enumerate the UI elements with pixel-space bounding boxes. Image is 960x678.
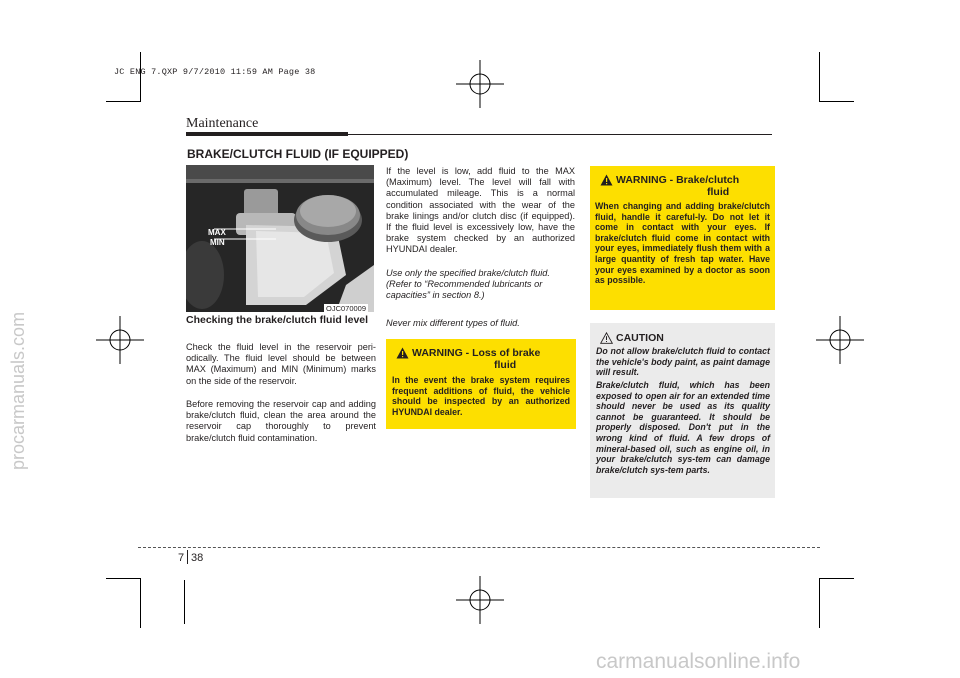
- col2-paragraph-1: If the level is low, add fluid to the MAX (Maximum) level. The level will fall with accumulated mileage. This is a normal condition associated with the wear of the brake linings and/or clutch disc (if equipped). If the fluid level is excessively low, have the brake system checked by an authorized HYUNDAI dealer.: [386, 166, 575, 255]
- section-title: BRAKE/CLUTCH FLUID (IF EQUIPPED): [187, 147, 409, 161]
- col2-paragraph-2: Use only the specified brake/clutch fluid. (Refer to “Recommended lubricants or capacities” in section 8.): [386, 268, 550, 301]
- subheading: Checking the brake/clutch fluid level: [186, 314, 369, 326]
- warning-fluid-title: WARNING - Brake/clutch: [616, 174, 740, 186]
- warning-icon: [396, 347, 409, 359]
- print-slug: JC ENG 7.QXP 9/7/2010 11:59 AM Page 38: [114, 67, 316, 77]
- warning-fluid-title-2: fluid: [707, 186, 730, 198]
- figure-code: OJC070009: [326, 304, 367, 313]
- registration-mark-left: [96, 316, 144, 364]
- col1-paragraph-1: Check the fluid level in the reservoir peri-odically. The fluid level should be between MAX (Maximum) and MIN (Minimum) marks on the side of the reservoir.: [186, 342, 376, 386]
- caution-paragraph-1: Do not allow brake/clutch fluid to contact the vehicle's body paint, as paint damage will result.: [596, 346, 770, 378]
- warning-loss-body: In the event the brake system requires frequent additions of fluid, the vehicle should be inspected by an authorized HYUNDAI dealer.: [392, 375, 570, 417]
- registration-mark-bottom: [456, 576, 504, 624]
- caution-box: [590, 323, 775, 498]
- warning-fluid-box: [590, 166, 775, 310]
- brake-reservoir-illustration: [186, 165, 374, 312]
- header-bar: [186, 132, 348, 136]
- watermark-bottom: carmanualsonline.info: [596, 650, 801, 673]
- page-number: 38: [191, 552, 204, 564]
- col2-paragraph-3: Never mix different types of fluid.: [386, 318, 520, 328]
- caution-title: CAUTION: [616, 332, 664, 344]
- registration-mark-top: [456, 60, 504, 108]
- col1-paragraph-2: Before removing the reservoir cap and adding brake/clutch fluid, clean the area around the reservoir cap thoroughly to prevent brake/clutch fluid contamination.: [186, 399, 376, 443]
- caution-icon: [600, 332, 613, 344]
- reservoir-figure: [186, 165, 374, 312]
- label-min: MIN: [210, 238, 225, 247]
- registration-mark-right: [816, 316, 864, 364]
- warning-loss-box: [386, 339, 576, 429]
- warning-icon: [600, 174, 613, 186]
- header-title: Maintenance: [186, 116, 259, 131]
- footer-divider: [187, 550, 188, 564]
- caution-paragraph-2: Brake/clutch fluid, which has been exposed to open air for an extended time should never be used as its quality cannot be guaranteed. It should be properly disposed. Don't put in the wrong kind of fluid. A few drops of mineral-based oil, such as engine oil, in your brake/clutch sys-tem can damage brake/clutch sys-tem parts.: [596, 380, 770, 475]
- footer-rule: [138, 547, 820, 548]
- watermark-left: procarmanuals.com: [8, 311, 28, 470]
- warning-fluid-body: When changing and adding brake/clutch fluid, handle it careful-ly. Do not let it come in contact with your eyes. If brake/clutch fluid come in contact with your eyes, immediately flush them with a large quantity of fresh tap water. Have your eyes examined by a doctor as soon as possible.: [595, 201, 770, 286]
- label-max: MAX: [208, 228, 226, 237]
- warning-loss-title-2: fluid: [494, 359, 517, 371]
- warning-loss-title: WARNING - Loss of brake: [412, 347, 541, 359]
- chapter-number: 7: [178, 552, 185, 564]
